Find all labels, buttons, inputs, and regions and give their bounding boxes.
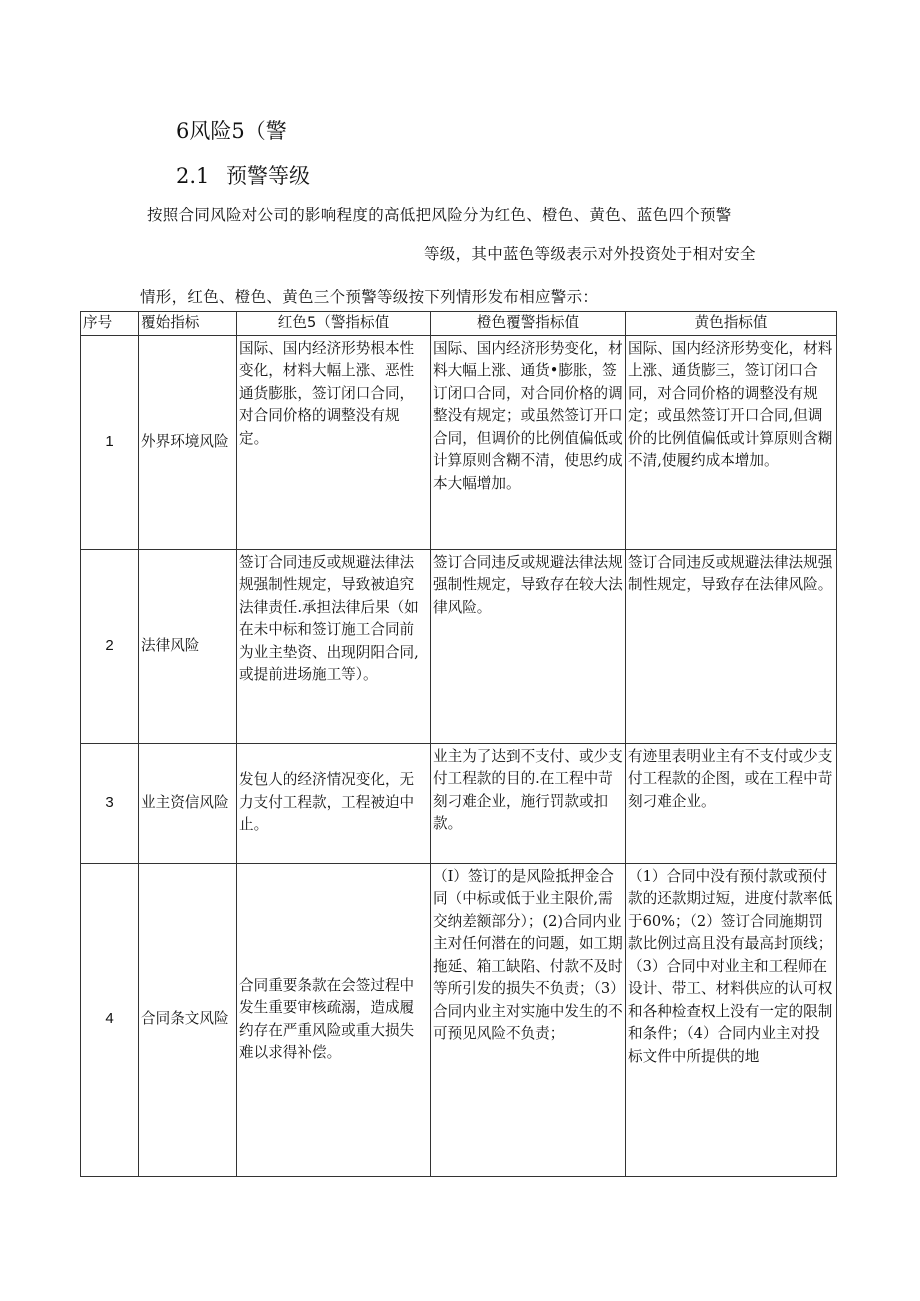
row-red: 合同重要条款在会签过程中发生重要审核疏溺，造成履约存在严重风险或重大损失难以求得补偿。	[237, 863, 431, 1176]
section-number: 2.1	[176, 164, 210, 188]
row-number: 1	[81, 335, 139, 549]
paragraph-line-2: 等级，其中蓝色等级表示对外投资处于相对安全	[424, 245, 756, 263]
warning-table	[80, 311, 837, 1177]
row-yellow: （1）合同中没有预付款或预付款的还款期过短，进度付款率低于60%；（2）签订合同施期罚款比例过高且没有最高封顶线；（3）合同中对业主和工程师在设计、带工、材料供应的认可权和各种检查权上没有一定的限制和条件；（4）合同内业主对投标文件中所提供的地	[626, 863, 837, 1176]
table-row	[81, 335, 837, 549]
table-header-row	[81, 312, 837, 336]
row-indicator: 法律风险	[139, 549, 237, 743]
row-orange: 业主为了达到不支付、或少支付工程款的目的.在工程中苛刻刁难企业，施行罚款或扣款。	[431, 743, 626, 863]
paragraph-line-1: 按照合同风险对公司的影响程度的高低把风险分为红色、橙色、黄色、蓝色四个预警	[147, 206, 732, 224]
row-indicator: 业主资信风险	[139, 743, 237, 863]
section-title: 预警等级	[226, 164, 310, 188]
header-indicator: 覆始指标	[139, 312, 237, 336]
row-yellow: 签订合同违反或规避法律法规强制性规定，导致存在法律风险。	[626, 549, 837, 743]
table-row	[81, 549, 837, 743]
row-indicator: 外界环境风险	[139, 335, 237, 549]
row-orange: 签订合同违反或规避法律法规强制性规定，导致存在较大法律风险。	[431, 549, 626, 743]
row-orange: （I）签订的是风险抵押金合同（中标或低于业主限价,需交纳差额部分）；(2)合同内业主对任何潜在的问题，如工期拖延、箱工缺陷、付款不及时等所引发的损失不负责；（3）合同内业主对实施中发生的不可预见风险不负责；	[431, 863, 626, 1176]
row-yellow: 有迹里表明业主有不支付或少支付工程款的企图，或在工程中苛刻刁难企业。	[626, 743, 837, 863]
header-red: 红色5（警指标值	[237, 312, 431, 336]
header-seq: 序号	[81, 312, 139, 336]
row-red: 签订合同违反或规避法律法规强制性规定，导致被追究法律责任.承担法律后果（如在未中标和签订施工合同前为业主垫资、出现阴阳合同,或提前进场施工等）。	[237, 549, 431, 743]
table-row	[81, 743, 837, 863]
row-number: 3	[81, 743, 139, 863]
table-row	[81, 863, 837, 1176]
row-yellow: 国际、国内经济形势变化，材料上涨、通货膨三，签订闭口合同，对合同价格的调整没有规定；或虽然签订开口合同,但调价的比例值偏低或计算原则含糊不清,使履约成本增加。	[626, 335, 837, 549]
row-number: 2	[81, 549, 139, 743]
row-indicator: 合同条文风险	[139, 863, 237, 1176]
row-number: 4	[81, 863, 139, 1176]
header-yellow: 黄色指标值	[626, 312, 837, 336]
row-orange: 国际、国内经济形势变化，材料大幅上涨、通货•膨胀，签订闭口合同，对合同价格的调整没有规定；或虽然签订开口合同，但调价的比例值偏低或计算原则含糊不清，使思约成本大幅增加。	[431, 335, 626, 549]
section-heading	[176, 160, 310, 190]
heading: 6风险5（警	[176, 119, 287, 143]
row-red: 国际、国内经济形势根本性变化，材料大幅上涨、恶性通货膨胀，签订闭口合同，对合同价格的调整没有规定。	[237, 335, 431, 549]
header-orange: 橙色覆警指标值	[431, 312, 626, 336]
row-red: 发包人的经济情况变化，无力支付工程款，工程被迫中止。	[237, 743, 431, 863]
paragraph-line-3: 情形，红色、橙色、黄色三个预警等级按下列情形发布相应警示：	[140, 288, 599, 306]
